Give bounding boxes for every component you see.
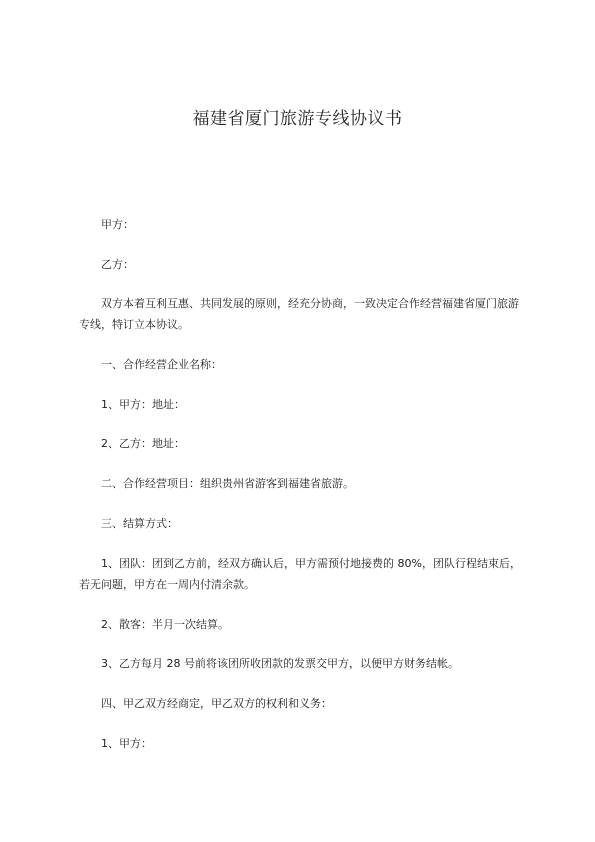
section-3-item-1: 1、团队：团到乙方前，经双方确认后，甲方需预付地接费的 80%，团队行程结束后，若无问题，甲方在一周内付清余款。: [79, 557, 521, 591]
section-4-heading: 四、甲乙双方经商定，甲乙双方的权利和义务：: [101, 697, 332, 710]
section-1-item-2: 2、乙方：地址：: [101, 437, 185, 450]
party-a-line: 甲方：: [101, 218, 134, 231]
party-b-line: 乙方：: [101, 258, 134, 271]
section-3-item-2: 2、散客：半月一次结算。: [101, 618, 229, 631]
section-1-heading: 一、合作经营企业名称：: [101, 358, 222, 371]
document-title: 福建省厦门旅游专线协议书: [192, 109, 403, 129]
section-2-paragraph: 二、合作经营项目：组织贵州省游客到福建省旅游。: [101, 477, 354, 490]
section-3-item-3: 3、乙方每月 28 号前将该团所收团款的发票交甲方，以便甲方财务结帐。: [101, 657, 459, 670]
section-4-item-1: 1、甲方：: [101, 737, 152, 750]
preamble-paragraph: 双方本着互利互惠、共同发展的原则，经充分协商，一致决定合作经营福建省厦门旅游专线，特订立本协议。: [79, 297, 519, 331]
section-1-item-1: 1、甲方：地址：: [101, 398, 185, 411]
section-3-heading: 三、结算方式：: [101, 517, 178, 530]
